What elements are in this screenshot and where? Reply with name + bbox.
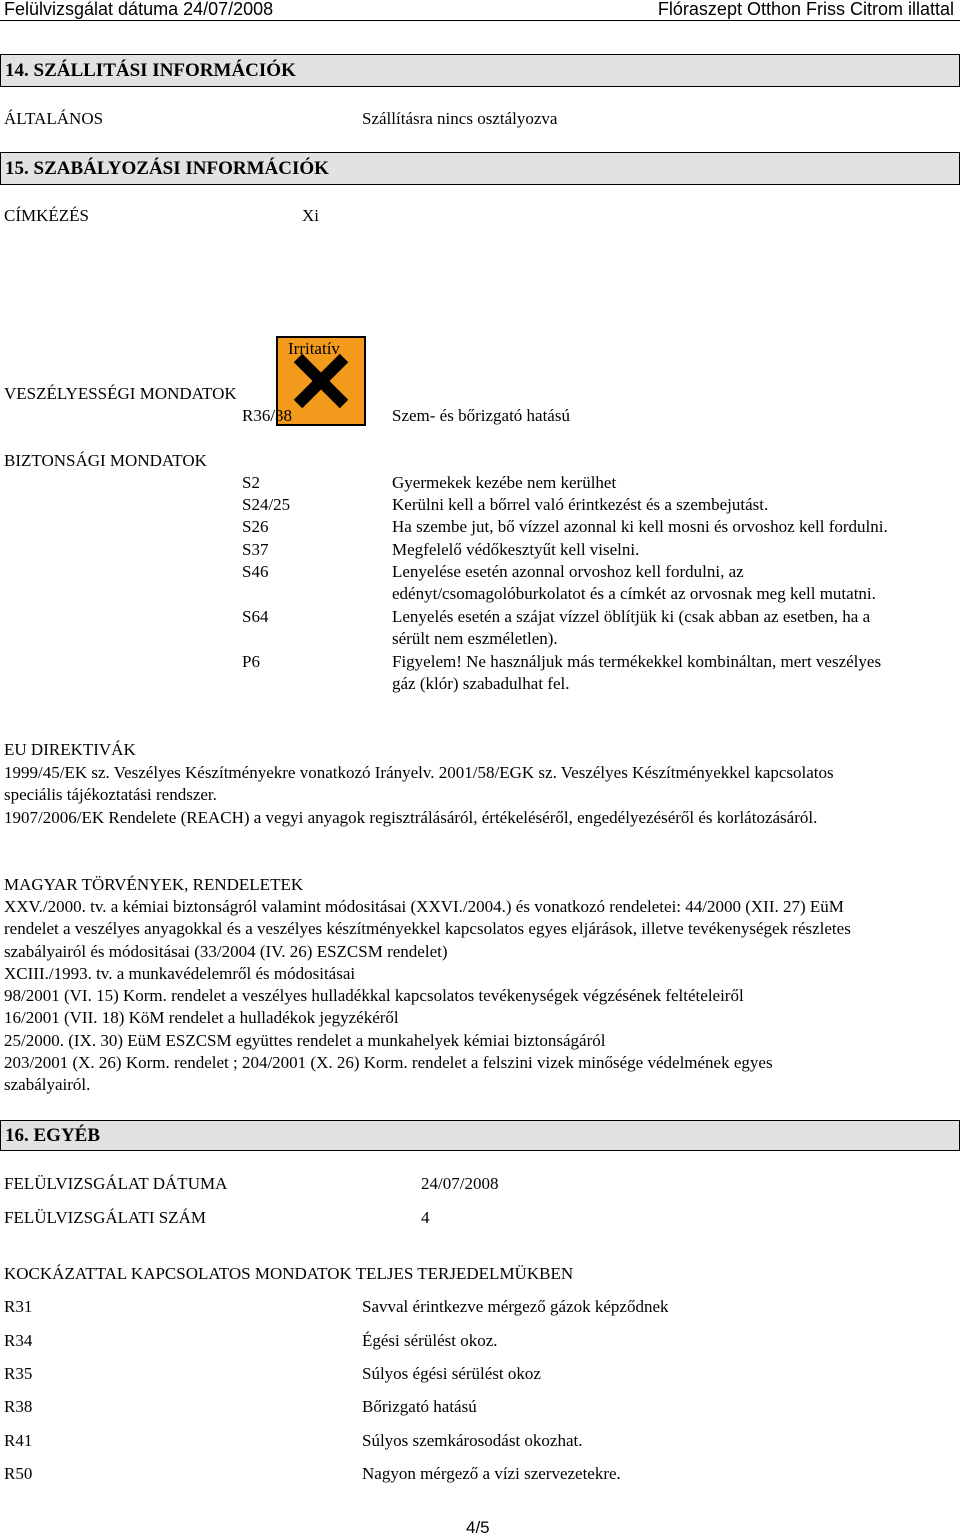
hu-line: szabályairól és módositásai (33/2004 (IV. 26) ESZCSM rendelet) bbox=[4, 941, 448, 961]
safety-text: sérült nem eszméletlen). bbox=[392, 629, 558, 648]
hu-line: 98/2001 (VI. 15) Korm. rendelet a veszélyes hulladékkal kapcsolatos tevékenységek végzésének feltételeiről bbox=[4, 986, 744, 1006]
section-14-bar bbox=[0, 54, 960, 87]
header-left: Felülvizsgálat dátuma 24/07/2008 bbox=[4, 0, 274, 19]
section-16-title: 16. EGYÉB bbox=[5, 1125, 101, 1146]
risk-full-title: KOCKÁZATTAL KAPCSOLATOS MONDATOK TELJES TERJEDELMÜKBEN bbox=[4, 1264, 574, 1283]
hu-line: rendelet a veszélyes anyagokkal és a veszélyes készítményekkel kapcsolatos egyes eljárások, illetve tevékenységek részletes bbox=[4, 919, 851, 939]
hu-laws-text bbox=[4, 896, 954, 1097]
safety-code: P6 bbox=[242, 652, 260, 671]
risk-phrase-code: R34 bbox=[4, 1331, 33, 1350]
safety-text: Ha szembe jut, bő vízzel azonnal ki kell mosni és orvoshoz kell fordulni. bbox=[392, 517, 888, 536]
section-16-bar bbox=[0, 1120, 960, 1151]
safety-code: S46 bbox=[242, 562, 269, 581]
safety-code: S26 bbox=[242, 517, 269, 536]
hu-line: XCIII./1993. tv. a munkavédelemről és módositásai bbox=[4, 963, 356, 983]
hu-line: szabályairól. bbox=[4, 1075, 91, 1095]
review-date-label: FELÜLVIZSGÁLAT DÁTUMA bbox=[4, 1174, 228, 1193]
hazard-symbol-caption: Irritatív bbox=[288, 339, 340, 358]
safety-code: S2 bbox=[242, 473, 260, 492]
risk-phrase-text: Égési sérülést okoz. bbox=[362, 1331, 498, 1350]
eu-line: 1999/45/EK sz. Veszélyes Készítményekre vonatkozó Irányelv. 2001/58/EGK sz. Veszélyes Készítményekkel kapcsolatos bbox=[4, 763, 834, 782]
eu-line: 1907/2006/EK Rendelete (REACH) a vegyi anyagok regisztrálásáról, értékeléséről, engedélyezéséről és korlátozásáról. bbox=[4, 807, 818, 827]
risk-text: Szem- és bőrizgató hatású bbox=[392, 406, 570, 425]
header-right: Flóraszept Otthon Friss Citrom illattal bbox=[657, 0, 954, 19]
safety-phrases-label: BIZTONSÁGI MONDATOK bbox=[4, 451, 207, 470]
risk-phrase-code: R35 bbox=[4, 1364, 33, 1383]
safety-text: edényt/csomagolóburkolatot és a címkét az orvosnak meg kell mutatni. bbox=[392, 584, 876, 603]
risk-phrase-code: R31 bbox=[4, 1297, 33, 1316]
general-value: Szállításra nincs osztályozva bbox=[362, 109, 558, 128]
risk-phrase-text: Bőrizgató hatású bbox=[362, 1397, 477, 1416]
safety-text: gáz (klór) szabadulhat fel. bbox=[392, 674, 570, 693]
header-rule bbox=[0, 20, 960, 21]
labeling-value: Xi bbox=[302, 206, 319, 225]
page-number: 4/5 bbox=[466, 1518, 490, 1537]
risk-phrases-label: VESZÉLYESSÉGI MONDATOK bbox=[4, 384, 237, 403]
section-15-bar bbox=[0, 152, 960, 185]
labeling-label: CÍMKÉZÉS bbox=[4, 206, 89, 225]
safety-text: Megfelelő védőkesztyűt kell viselni. bbox=[392, 540, 640, 559]
review-number-label: FELÜLVIZSGÁLATI SZÁM bbox=[4, 1208, 206, 1227]
risk-phrase-text: Nagyon mérgező a vízi szervezetekre. bbox=[362, 1464, 621, 1483]
review-number-value: 4 bbox=[421, 1208, 430, 1227]
risk-phrase-text: Súlyos szemkárosodást okozhat. bbox=[362, 1431, 583, 1450]
safety-text: Lenyelés esetén a szájat vízzel öblítjük ki (csak abban az esetben, ha a bbox=[392, 607, 871, 626]
risk-phrase-text: Savval érintkezve mérgező gázok képződnek bbox=[362, 1297, 669, 1316]
safety-code: S64 bbox=[242, 607, 269, 626]
safety-code: S24/25 bbox=[242, 495, 291, 514]
risk-code: R36/38 bbox=[242, 406, 293, 425]
risk-phrase-text: Súlyos égési sérülést okoz bbox=[362, 1364, 541, 1383]
eu-line: speciális tájékoztatási rendszer. bbox=[4, 785, 217, 805]
hu-line: 25/2000. (IX. 30) EüM ESZCSM együttes rendelet a munkahelyek kémiai biztonságáról bbox=[4, 1030, 606, 1050]
safety-text: Lenyelése esetén azonnal orvoshoz kell fordulni, az bbox=[392, 562, 744, 581]
safety-text: Kerülni kell a bőrrel való érintkezést és a szembejutást. bbox=[392, 495, 769, 514]
general-label: ÁLTALÁNOS bbox=[4, 109, 104, 128]
safety-text: Gyermekek kezébe nem kerülhet bbox=[392, 473, 617, 492]
review-date-value: 24/07/2008 bbox=[421, 1174, 499, 1193]
hu-line: XXV./2000. tv. a kémiai biztonságról valamint módositásai (XXVI./2004.) és vonatkozó rendeletei: 44/2000 (XII. 27) EüM bbox=[4, 897, 844, 916]
risk-phrase-code: R50 bbox=[4, 1464, 33, 1483]
risk-phrase-code: R41 bbox=[4, 1431, 33, 1450]
eu-directives-text bbox=[4, 762, 954, 829]
hu-laws-title: MAGYAR TÖRVÉNYEK, RENDELETEK bbox=[4, 875, 304, 894]
eu-directives-title: EU DIREKTIVÁK bbox=[4, 740, 136, 759]
safety-code: S37 bbox=[242, 540, 269, 559]
safety-text: Figyelem! Ne használjuk más termékekkel kombináltan, mert veszélyes bbox=[392, 652, 882, 671]
risk-phrase-code: R38 bbox=[4, 1397, 33, 1416]
hu-line: 203/2001 (X. 26) Korm. rendelet ; 204/2001 (X. 26) Korm. rendelet a felszini vizek minősége védelmének egyes bbox=[4, 1053, 773, 1073]
hu-line: 16/2001 (VII. 18) KöM rendelet a hulladékok jegyzékéről bbox=[4, 1008, 399, 1028]
section-14-title: 14. SZÁLLITÁSI INFORMÁCIÓK bbox=[5, 60, 296, 81]
section-15-title: 15. SZABÁLYOZÁSI INFORMÁCIÓK bbox=[5, 158, 329, 179]
